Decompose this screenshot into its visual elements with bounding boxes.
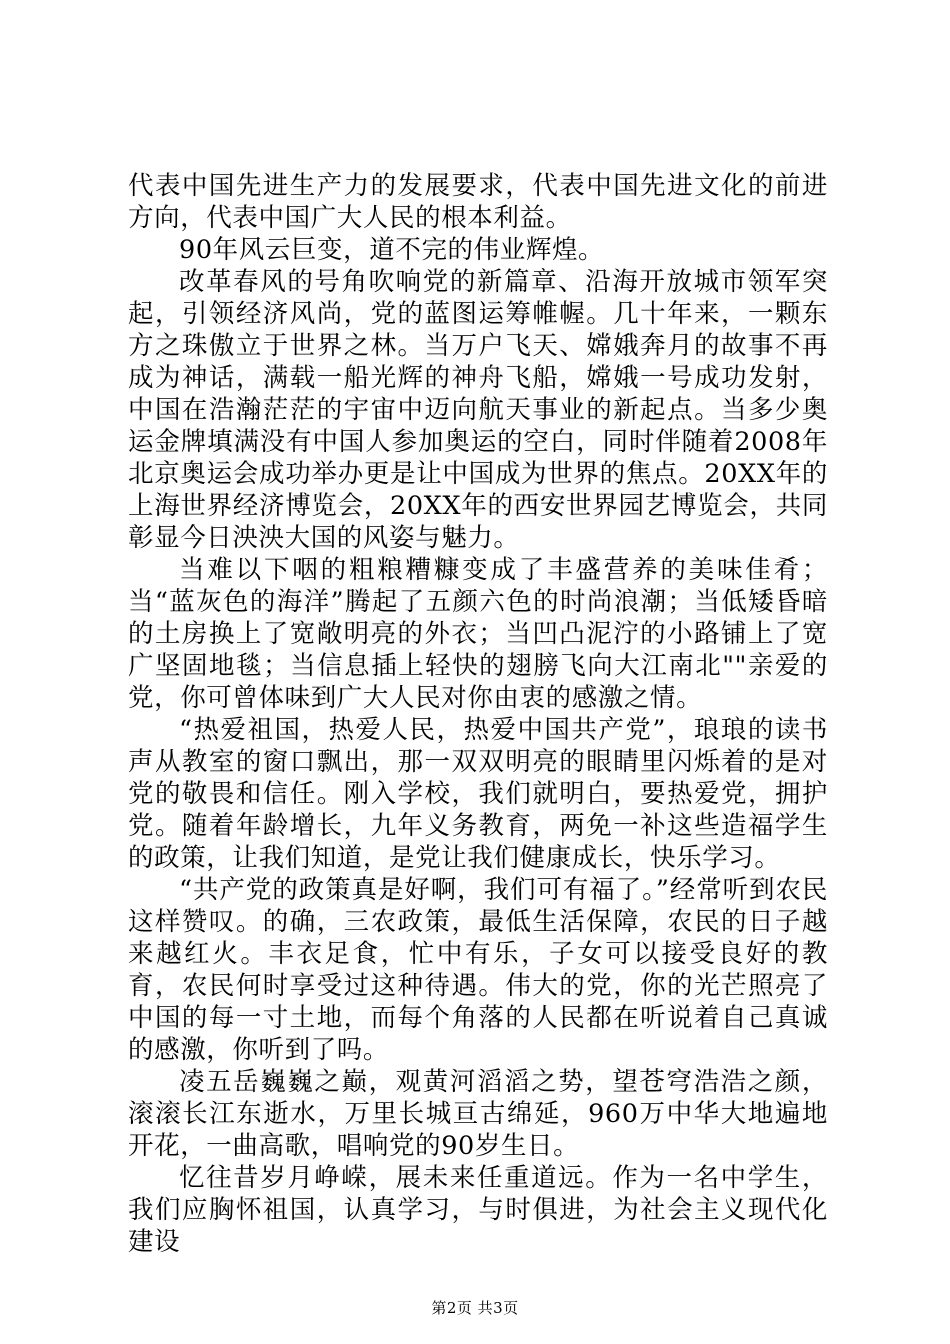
paragraph: “热爱祖国，热爱人民，热爱中国共产党”，琅琅的读书声从教室的窗口飘出，那一双双明亮的眼睛里闪烁着的是对党的敬畏和信任。刚入学校，我们就明白，要热爱党，拥护党。随着年龄增长，九年义务教育，两免一补这些造福学生的政策，让我们知道，是党让我们健康成长，快乐学习。 xyxy=(128,715,828,873)
page-number-footer: 第2页 共3页 xyxy=(431,1299,519,1317)
paragraph: 忆往昔岁月峥嵘，展未来任重道远。作为一名中学生，我们应胸怀祖国，认真学习，与时俱进，为社会主义现代化建设 xyxy=(128,1163,828,1257)
paragraph: 改革春风的号角吹响党的新篇章、沿海开放城市领军突起，引领经济风尚，党的蓝图运筹帷幄。几十年来，一颗东方之珠傲立于世界之林。当万户飞天、嫦娥奔月的故事不再成为神话，满载一船光辉的神舟飞船，嫦娥一号成功发射，中国在浩瀚茫茫的宇宙中迈向航天事业的新起点。当多少奥运金牌填满没有中国人参加奥运的空白，同时伴随着2008年北京奥运会成功举办更是让中国成为世界的焦点。20XX年的上海世界经济博览会，20XX年的西安世界园艺博览会，共同彰显今日泱泱大国的风姿与魅力。 xyxy=(128,267,828,553)
paragraph: “共产党的政策真是好啊，我们可有福了。”经常听到农民这样赞叹。的确，三农政策，最低生活保障，农民的日子越来越红火。丰衣足食，忙中有乐，子女可以接受良好的教育，农民何时享受过这种待遇。伟大的党，你的光芒照亮了中国的每一寸土地，而每个角落的人民都在听说着自己真诚的感激，你听到了吗。 xyxy=(128,875,828,1065)
document-body xyxy=(128,170,828,1258)
paragraph: 当难以下咽的粗粮糟糠变成了丰盛营养的美味佳肴；当“蓝灰色的海洋”腾起了五颜六色的时尚浪潮；当低矮昏暗的土房换上了宽敞明亮的外衣；当凹凸泥泞的小路铺上了宽广坚固地毯；当信息插上轻快的翅膀飞向大江南北""亲爱的党，你可曾体味到广大人民对你由衷的感激之情。 xyxy=(128,555,828,713)
paragraph: 凌五岳巍巍之巅，观黄河滔滔之势，望苍穹浩浩之颜，滚滚长江东逝水，万里长城亘古绵延，960万中华大地遍地开花，一曲高歌，唱响党的90岁生日。 xyxy=(128,1067,828,1161)
paragraph: 90年风云巨变，道不完的伟业辉煌。 xyxy=(179,235,605,265)
paragraph: 代表中国先进生产力的发展要求，代表中国先进文化的前进方向，代表中国广大人民的根本利益。 xyxy=(128,171,828,233)
